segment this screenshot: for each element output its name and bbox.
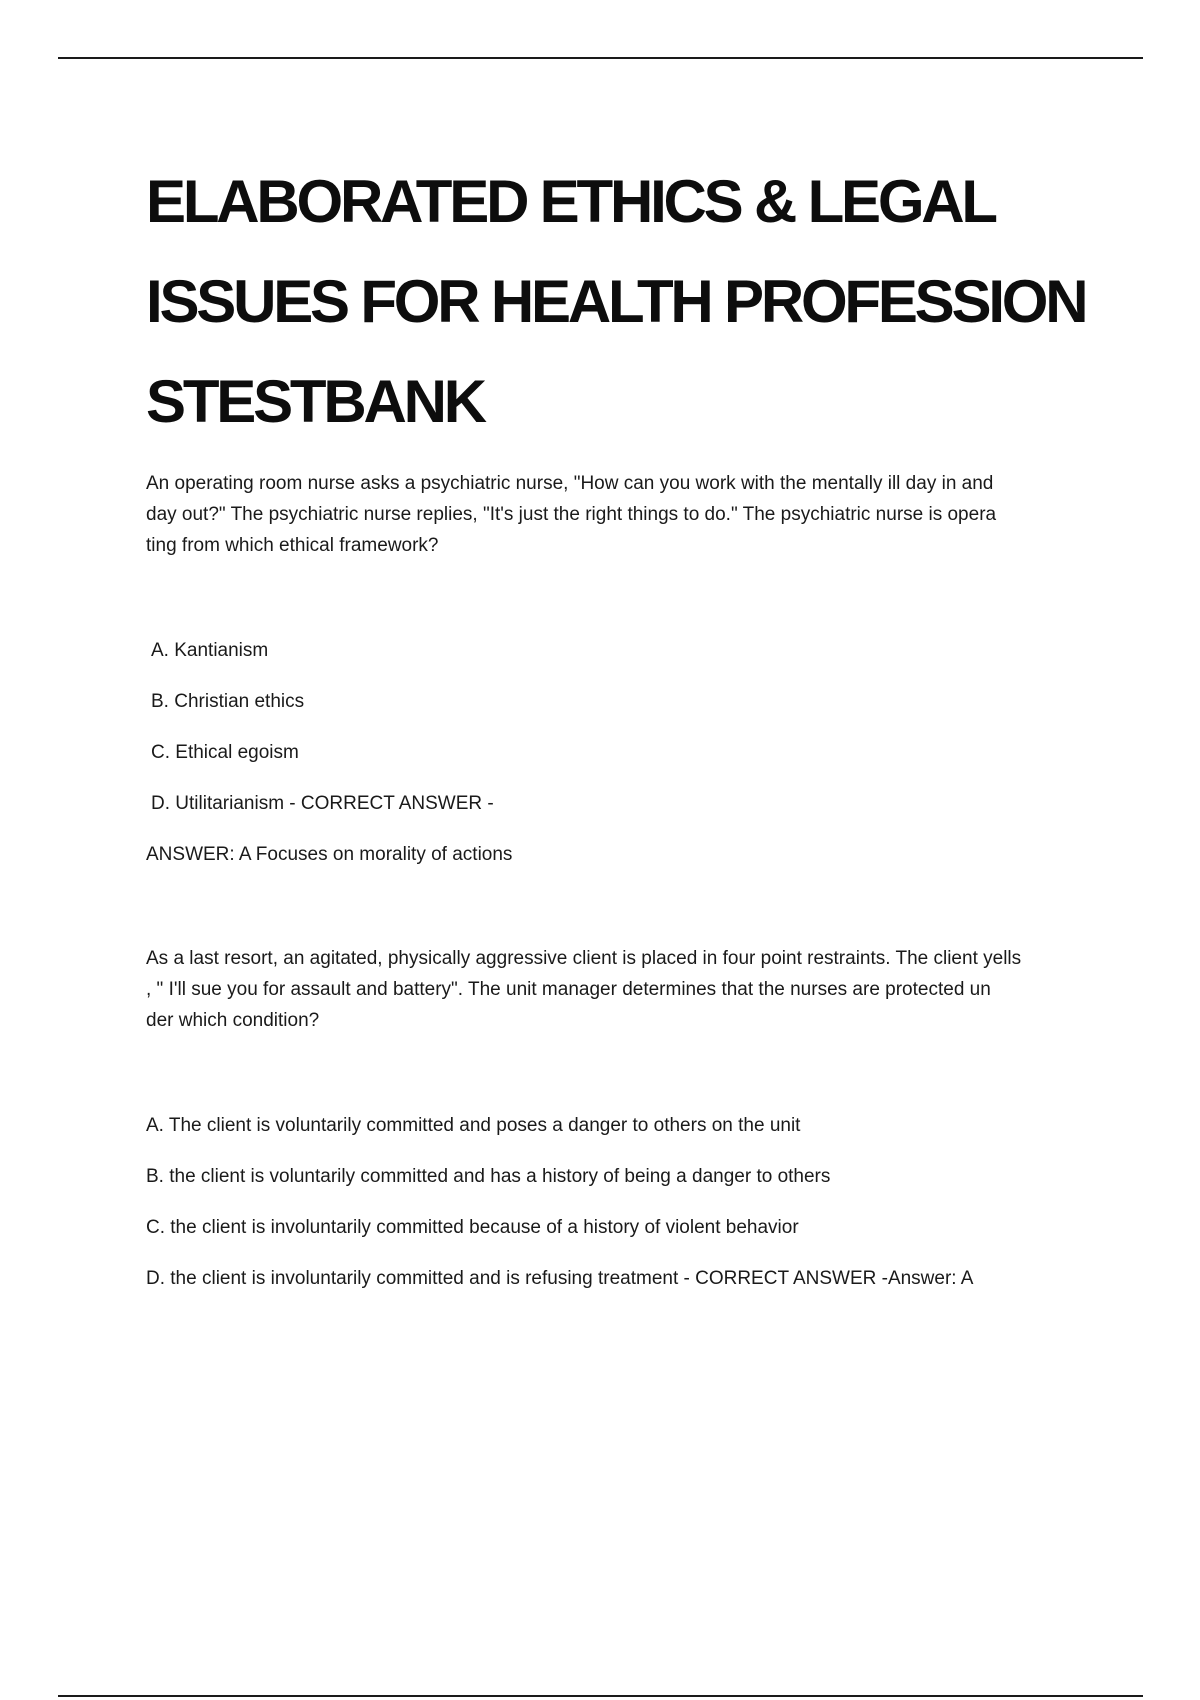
question-1-stem-line-1: An operating room nurse asks a psychiatric nurse, "How can you work with the mentally ill day in and <box>146 473 994 494</box>
question-2-stem-line-3: der which condition? <box>146 1010 320 1031</box>
question-2-stem-line-2: , " I'll sue you for assault and battery". The unit manager determines that the nurses are protected un <box>146 979 991 1000</box>
question-1-stem-line-2: day out?" The psychiatric nurse replies, "It's just the right things to do." The psychiatric nurse is opera <box>146 504 997 525</box>
question-1-answer: ANSWER: A Focuses on morality of actions <box>146 844 513 865</box>
question-1-option-b: B. Christian ethics <box>151 691 305 712</box>
question-1-option-a: A. Kantianism <box>151 640 269 661</box>
question-2-stem <box>146 943 1086 1036</box>
top-rule <box>58 57 1143 59</box>
bottom-rule <box>58 1695 1143 1697</box>
title-line-2: ISSUES FOR HEALTH PROFESSION <box>146 268 1086 335</box>
question-2-option-c: C. the client is involuntarily committed because of a history of violent behavior <box>146 1217 799 1238</box>
question-1-option-d: D. Utilitarianism - CORRECT ANSWER - <box>151 793 494 814</box>
question-1-stem <box>146 468 1086 561</box>
question-1-option-c: C. Ethical egoism <box>151 742 299 763</box>
title-line-1: ELABORATED ETHICS & LEGAL <box>146 168 995 235</box>
title-line-3: STESTBANK <box>146 368 484 435</box>
question-2-option-d: D. the client is involuntarily committed and is refusing treatment - CORRECT ANSWER -Answer: A <box>146 1268 974 1289</box>
question-1-stem-line-3: ting from which ethical framework? <box>146 535 439 556</box>
question-2-option-b: B. the client is voluntarily committed and has a history of being a danger to others <box>146 1166 831 1187</box>
document-title <box>146 152 1146 452</box>
question-2-stem-line-1: As a last resort, an agitated, physically aggressive client is placed in four point restraints. The client yells <box>146 948 1022 969</box>
question-2-option-a: A. The client is voluntarily committed and poses a danger to others on the unit <box>146 1115 801 1136</box>
